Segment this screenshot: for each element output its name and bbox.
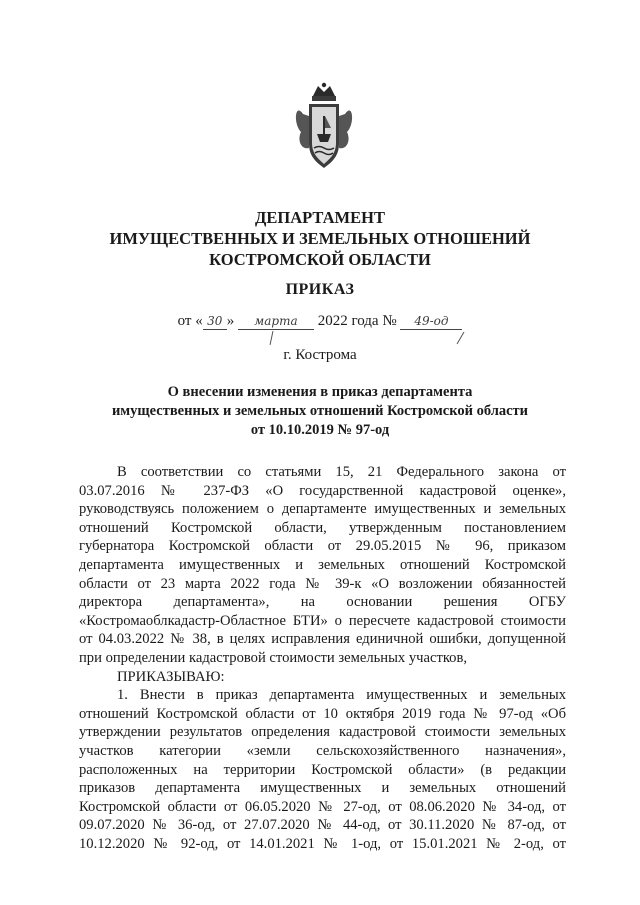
subject-line-2: имущественных и земельных отношений Костромской области	[111, 403, 529, 419]
handwritten-month: марта	[238, 314, 314, 330]
department-line-1: ДЕПАРТАМЕНТ	[255, 208, 385, 227]
order-subject	[0, 383, 640, 440]
body-line: приказов департамента имущественных и земельных отношений	[79, 780, 566, 797]
body-line: 10.12.2020 № 92-од, от 14.01.2021 № 1-од, от 15.01.2021 № 2-од, от	[79, 835, 566, 852]
body-line: «Костромаоблкадастр-Областное БТИ» о пересчете кадастровой стоимости	[79, 612, 566, 629]
body-line: Костромской области от 06.05.2020 № 27-од, от 08.06.2020 № 34-од, от	[79, 798, 566, 815]
decree-keyword: ПРИКАЗЫВАЮ:	[117, 668, 225, 685]
body-line: расположенных на территории Костромской области» (в редакции	[79, 761, 566, 778]
body-line: 1. Внести в приказ департамента имущественных и земельных	[117, 687, 566, 704]
handwritten-day: 30	[203, 314, 227, 330]
order-date-line	[0, 313, 640, 330]
body-line: 09.07.2020 № 36-од, от 27.07.2020 № 44-од, от 30.11.2020 № 87-од, от	[79, 817, 566, 834]
body-line: от 04.03.2022 № 38, в целях исправления единичной ошибки, допущенной	[79, 631, 566, 648]
coat-of-arms-emblem	[291, 82, 357, 172]
body-line: В соответствии со статьями 15, 21 Федерального закона от	[117, 464, 566, 480]
department-line-2: ИМУЩЕСТВЕННЫХ И ЗЕМЕЛЬНЫХ ОТНОШЕНИЙ	[109, 229, 531, 248]
department-heading	[0, 207, 640, 270]
body-line: участков категории «земли сельскохозяйственного назначения»,	[79, 742, 566, 759]
pen-stroke-mark	[270, 331, 274, 345]
body-line: руководствуясь положением о департаменте имущественных и земельных	[79, 501, 566, 518]
body-line: утверждении результатов определения кадастровой стоимости земельных	[79, 724, 566, 741]
subject-line-3: от 10.10.2019 № 97-од	[250, 422, 390, 438]
body-line: 03.07.2016 № 237-ФЗ «О государственной кадастровой оценке»,	[79, 482, 566, 499]
order-title: ПРИКАЗ	[285, 281, 355, 298]
order-body-text	[79, 463, 566, 853]
body-line: отношений Костромской области от 10 октября 2019 года № 97-од «Об	[79, 705, 566, 722]
body-line: департамента имущественных и земельных отношений Костромской	[79, 556, 566, 573]
subject-line-1: О внесении изменения в приказ департамента	[167, 384, 473, 400]
date-prefix: от «	[177, 313, 203, 329]
pen-stroke-mark	[457, 332, 465, 345]
body-line: отношений Костромской области, утвержденным постановлением	[79, 519, 566, 536]
body-line: директора департамента», на основании решения ОГБУ	[79, 594, 566, 611]
body-line: при определении кадастровой стоимости земельных участков,	[79, 649, 468, 666]
city-line: г. Кострома	[283, 347, 357, 363]
date-year-text: 2022 года №	[317, 313, 397, 329]
date-quote-close: »	[226, 313, 235, 329]
body-line: области от 23 марта 2022 года № 39-к «О возложении обязанностей	[79, 575, 566, 592]
department-line-3: КОСТРОМСКОЙ ОБЛАСТИ	[209, 250, 431, 269]
handwritten-order-number: 49-од	[400, 314, 462, 330]
body-line: губернатора Костромской области от 29.05.2015 № 96, приказом	[79, 538, 566, 555]
